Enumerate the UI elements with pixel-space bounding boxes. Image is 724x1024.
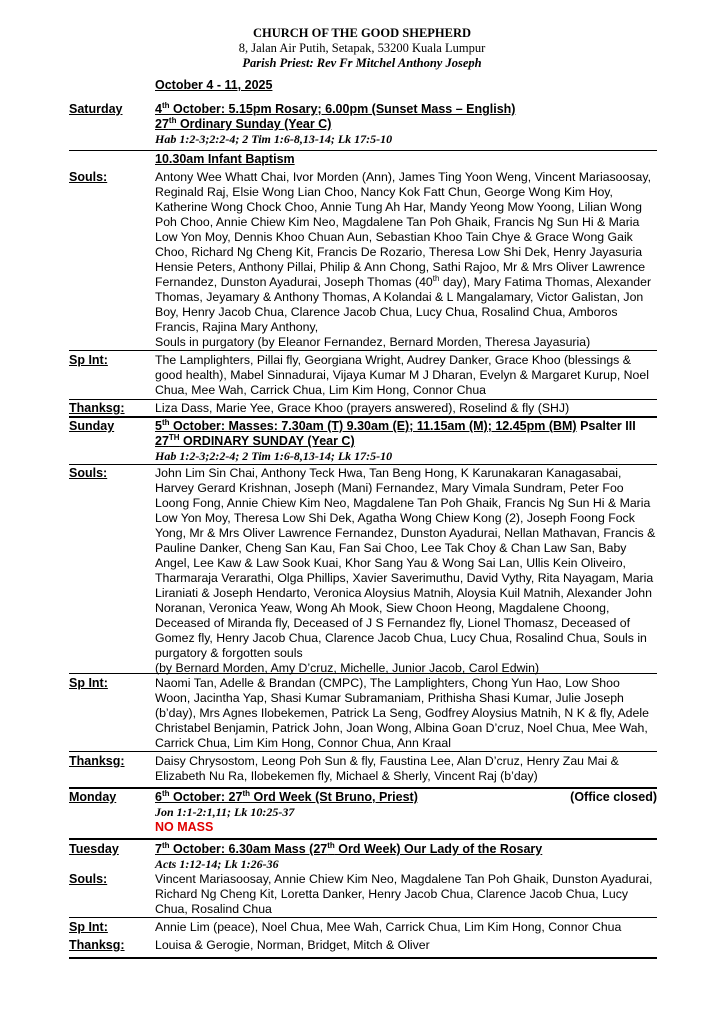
infant-baptism: 10.30am Infant Baptism <box>155 152 295 166</box>
souls-label: Souls: <box>69 170 108 184</box>
divider <box>69 350 657 351</box>
saturday-spint-row <box>69 353 657 398</box>
sunday-thanksg: Daisy Chrysostom, Leong Poh Sun & fly, Faustina Lee, Alan D’cruz, Henry Zau Mai & Elizabeth Nu Ra, Ilobekemen fly, Michael & Sherly, Vincent Raj (b’day) <box>155 754 619 783</box>
tuesday-thanksg: Louisa & Gerogie, Norman, Bridget, Mitch & Oliver <box>155 938 430 952</box>
no-mass-notice: NO MASS <box>155 820 214 834</box>
divider <box>69 751 657 752</box>
day-divider <box>69 957 657 959</box>
tuesday-readings: Acts 1:12-14; Lk 1:26-36 <box>155 857 279 871</box>
day-label-tuesday: Tuesday <box>69 842 119 856</box>
divider <box>69 917 657 918</box>
souls-label: Souls: <box>69 872 108 886</box>
monday-section <box>69 790 657 835</box>
tuesday-sp-int: Annie Lim (peace), Noel Chua, Mee Wah, Carrick Chua, Lim Kim Hong, Connor Chua <box>155 920 622 934</box>
sunday-souls-row <box>69 466 657 676</box>
souls-label: Souls: <box>69 466 108 480</box>
tuesday-souls: Vincent Mariasoosay, Annie Chiew Kim Neo, Magdalene Tan Poh Ghaik, Dunston Ayadurai, Richard Ng Cheng Kit, Loretta Danker, Henry Jacob Chua, Clarence Jacob Chua, Lucy Chua, Rosalind Chua <box>155 872 653 916</box>
tuesday-souls-row <box>69 872 657 917</box>
sunday-headline: 5th October: Masses: 7.30am (T) 9.30am (E); 11.15am (M); 12.45pm (BM) Psalter III <box>155 417 636 433</box>
office-closed: (Office closed) <box>570 790 657 804</box>
tuesday-spint-row <box>69 920 657 935</box>
day-divider <box>69 787 657 789</box>
saturday-souls-row <box>69 170 657 350</box>
sunday-section <box>69 419 657 464</box>
sunday-title: 27TH ORDINARY SUNDAY (Year C) <box>155 432 355 448</box>
saturday-section <box>69 102 657 147</box>
sunday-readings: Hab 1:2-3;2:2-4; 2 Tim 1:6-8,13-14; Lk 17:5-10 <box>155 449 393 463</box>
monday-readings: Jon 1:1-2:1,11; Lk 10:25-37 <box>155 805 295 819</box>
week-range: October 4 - 11, 2025 <box>155 78 273 92</box>
parish-priest: Parish Priest: Rev Fr Mitchel Anthony Joseph <box>242 56 482 70</box>
saturday-thanksg-row <box>69 401 657 416</box>
tuesday-thanksg-row <box>69 938 657 953</box>
thanksg-label: Thanksg: <box>69 754 125 768</box>
sunday-thanksg-row <box>69 754 657 784</box>
thanksg-label: Thanksg: <box>69 938 125 952</box>
day-divider <box>69 416 657 418</box>
sunday-sp-int: Naomi Tan, Adelle & Brandan (CMPC), The Lamplighters, Chong Yun Hao, Low Shoo Woon, Jacintha Yap, Shasi Kumar Subramaniam, Prithisha Shasi Kumar, Julie Joseph (b’day), Mrs Agnes Ilobekemen, Patrick La Seng, Godfrey Aloysius Matnih, N K & fly, Adele Christabel Benjamin, Patrick John, Joan Wong, Albina Goan D’cruz, Noel Chua, Mee Wah, Carrick Chua, Lim Kim Hong, Connor Chua, Ann Kraal <box>155 676 649 750</box>
saturday-headline: 4th October: 5.15pm Rosary; 6.00pm (Sunset Mass – English) <box>155 100 516 116</box>
sp-int-label: Sp Int: <box>69 353 108 367</box>
day-label-monday: Monday <box>69 790 117 804</box>
day-label-sunday: Sunday <box>69 419 115 433</box>
saturday-souls: Antony Wee Whatt Chai, Ivor Morden (Ann), James Ting Yoon Weng, Vincent Mariasoosay, Reginald Raj, Elsie Wong Lian Choo, Nancy Kok Fatt Chun, George Wong Kim Hoy, Katherine Wong Chock Choo, Annie Tung Ah Har, Mandy Yeong Mow Yoong, Lilian Wong Poh Choo, Annie Chiew Kim Neo, Magdalene Tan Poh Ghaik, Francis Ng Sun Hi & Maria Low Yon Moy, Dennis Khoo Chuan Aun, Sebastian Khoo Tain Chye & Grace Wong Gaik Choo, Richard Ng Cheng Kit, Francis De Rozario, Theresa Low Shi Dek, Henry Jayasuria Hensie Peters, Anthony Pillai, Philip & Ann Chong, Sathi Rajoo, Mr & Mrs Oliver Lawrence Fernandez, Dunston Ayadurai, Joseph Thomas (40th day), Mary Fatima Thomas, Alexander Thomas, Jeyamary & Anthony Thomas, A Kolandai & L Mangalamary, Victor Galistan, Jon Boy, Henry Jacob Chua, Clarence Jacob Chua, Lucy Chua, Rosalind Chua, Amboros Francis, Rajina Mary Anthony, Souls in purgatory (by Eleanor Fernandez, Bernard Morden, Theresa Jayasuria) <box>155 170 652 349</box>
church-address: 8, Jalan Air Putih, Setapak, 53200 Kuala Lumpur <box>238 41 486 55</box>
saturday-sp-int: The Lamplighters, Pillai fly, Georgiana Wright, Audrey Danker, Grace Khoo (blessings & good health), Mabel Sinnadurai, Vijaya Kumar M J Dharan, Evelyn & Margaret Kurup, Noel Chua, Mee Wah, Carrick Chua, Lim Kim Hong, Connor Chua <box>155 353 649 397</box>
sp-int-label: Sp Int: <box>69 920 108 934</box>
baptism-row <box>69 152 657 167</box>
divider <box>69 464 657 465</box>
divider <box>69 399 657 400</box>
divider <box>69 673 657 674</box>
sp-int-label: Sp Int: <box>69 676 108 690</box>
saturday-sunday-title: 27th Ordinary Sunday (Year C) <box>155 115 332 131</box>
monday-headline: 6th October: 27th Ord Week (St Bruno, Priest) <box>155 788 418 804</box>
sunday-souls: John Lim Sin Chai, Anthony Teck Hwa, Tan Beng Hong, K Karunakaran Kanagasabai, Harvey Gerard Krishnan, Joseph (Mani) Fernandez, Mary Vimala Sundram, Peter Foo Loong Fong, Annie Chiew Kim Neo, Magdalene Tan Poh Ghaik, Francis Ng Sun Hi & Maria Low Yon Moy, Theresa Low Shi Dek, Agatha Wong Chiew Kong (2), Joseph Foong Fock Yong, Mr & Mrs Oliver Lawrence Fernandez, Dunston Ayadurai, Nellan Mathavan, Francis & Pauline Danker, Cheng San Kau, Fan Sai Choo, Lee Tak Choy & Chan Law San, Baby Angel, Lee Kaw & Law Sook Kuai, Khor Sang Yau & Wong Sai Lan, Ullis Kein Oliveiro, Tharmaraja Verarathi, Olga Phillips, Xavier Saverimuthu, David Vythy, Rita Nayagam, Maria Liraniati & Joseph Hendarto, Veronica Aloysius Matnih, Aloysia Kuil Matnih, Alexander John Noranan, Veronica Yeaw, Wong Ah Mook, Siew Choon Heong, Magdalene Choong, Deceased of Miranda fly, Deceased of J S Fernandez fly, Lionel Thomasz, Deceased of Gomez fly, Henry Jacob Chua, Clarence Jacob Chua, Lucy Chua, Rosalind Chua, Souls in purgatory & forgotten souls (by Bernard Morden, Amy D’cruz, Michelle, Junior Jacob, Carol Edwin) <box>155 466 656 675</box>
tuesday-headline: 7th October: 6.30am Mass (27th Ord Week) Our Lady of the Rosary <box>155 840 543 856</box>
sunday-spint-row <box>69 676 657 751</box>
saturday-readings: Hab 1:2-3;2:2-4; 2 Tim 1:6-8,13-14; Lk 17:5-10 <box>155 132 393 146</box>
thanksg-label: Thanksg: <box>69 401 125 415</box>
divider <box>69 150 657 151</box>
day-label-saturday: Saturday <box>69 102 123 116</box>
saturday-thanksg: Liza Dass, Marie Yee, Grace Khoo (prayers answered), Roselind & fly (SHJ) <box>155 401 570 415</box>
church-name: CHURCH OF THE GOOD SHEPHERD <box>252 26 472 40</box>
day-divider <box>69 838 657 840</box>
tuesday-section <box>69 842 657 872</box>
